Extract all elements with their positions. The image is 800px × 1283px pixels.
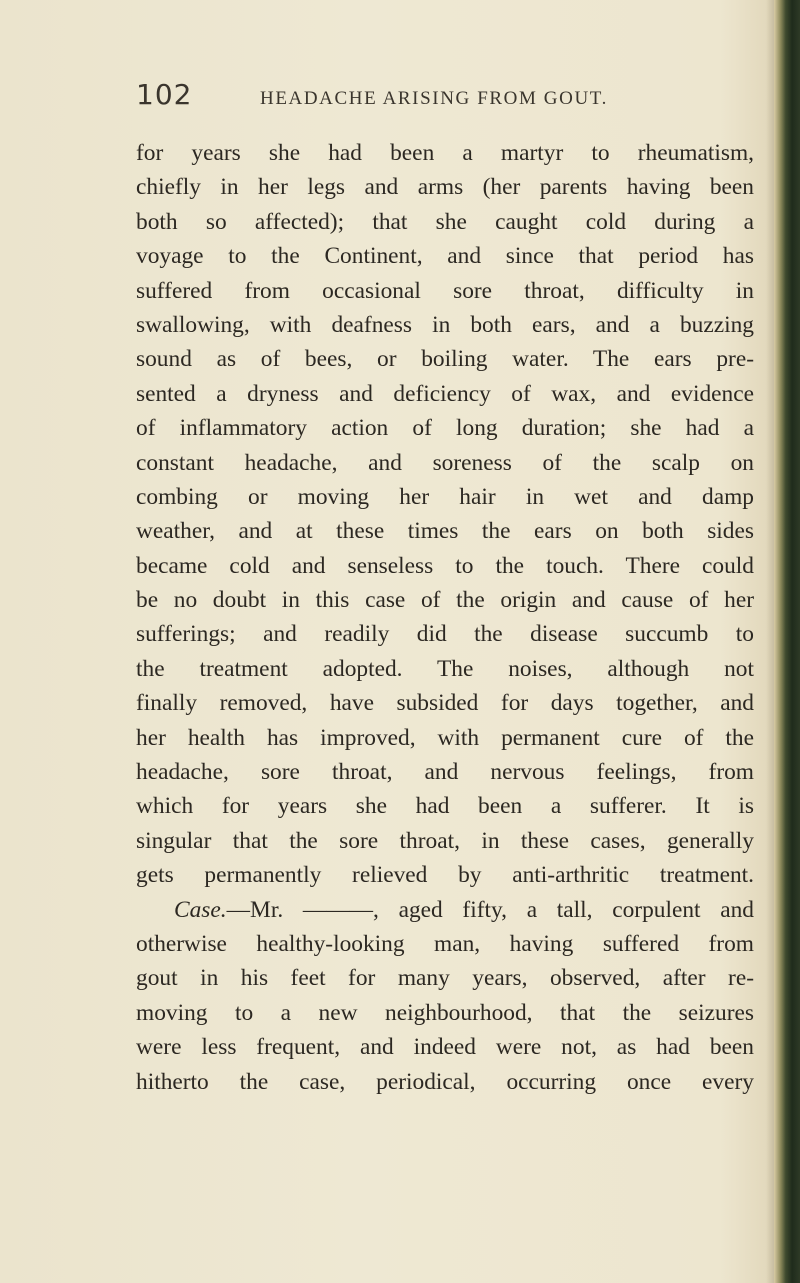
text-line: sufferings; and readily did the disease succumb to xyxy=(136,621,754,648)
body-text xyxy=(136,136,754,1099)
text-line: sented a dryness and deficiency of wax, and evidence xyxy=(136,380,754,407)
text-line: be no doubt in this case of the origin and cause of her xyxy=(136,587,754,614)
text-line: her health has improved, with permanent cure of the xyxy=(136,724,754,751)
text-line: suffered from occasional sore throat, difficulty in xyxy=(136,277,754,304)
text-line: both so affected); that she caught cold during a xyxy=(136,208,754,235)
text-line: gets permanently relieved by anti-arthritic treatment. xyxy=(136,862,754,889)
text-line: of inflammatory action of long duration; she had a xyxy=(136,415,754,442)
text-line: voyage to the Continent, and since that period has xyxy=(136,243,754,270)
text-line: were less frequent, and indeed were not, as had been xyxy=(136,1034,754,1061)
text-line: moving to a new neighbourhood, that the seizures xyxy=(136,999,754,1026)
text-line: which for years she had been a sufferer. It is xyxy=(136,793,754,820)
text-line: weather, and at these times the ears on both sides xyxy=(136,518,754,545)
text-line: swallowing, with deafness in both ears, and a buzzing xyxy=(136,311,754,338)
page-header xyxy=(136,78,756,118)
text-line: for years she had been a martyr to rheumatism, xyxy=(136,140,754,166)
text-line: gout in his feet for many years, observed, after re- xyxy=(136,965,754,992)
case-rest: —Mr. ———, aged fifty, a tall, corpulent and xyxy=(226,896,754,923)
text-line: the treatment adopted. The noises, although not xyxy=(136,655,754,682)
running-head: HEADACHE ARISING FROM GOUT. xyxy=(260,88,608,109)
case-label: Case. xyxy=(174,896,227,923)
text-line: hitherto the case, periodical, occurring once every xyxy=(136,1068,754,1095)
text-line: finally removed, have subsided for days together, and xyxy=(136,690,754,717)
text-line: sound as of bees, or boiling water. The ears pre- xyxy=(136,346,754,373)
text-line: constant headache, and soreness of the scalp on xyxy=(136,449,754,476)
text-line: became cold and senseless to the touch. There could xyxy=(136,552,754,579)
text-line: chiefly in her legs and arms (her parents having been xyxy=(136,174,754,201)
case-line xyxy=(136,893,754,927)
page-number: 102 xyxy=(136,78,193,111)
text-line: otherwise healthy-looking man, having suffered from xyxy=(136,930,754,957)
page-edge-shadow xyxy=(766,0,774,1283)
text-line: headache, sore throat, and nervous feelings, from xyxy=(136,759,754,786)
text-line: singular that the sore throat, in these cases, generally xyxy=(136,827,754,854)
book-binding-edge xyxy=(774,0,800,1283)
text-line: combing or moving her hair in wet and damp xyxy=(136,483,754,510)
